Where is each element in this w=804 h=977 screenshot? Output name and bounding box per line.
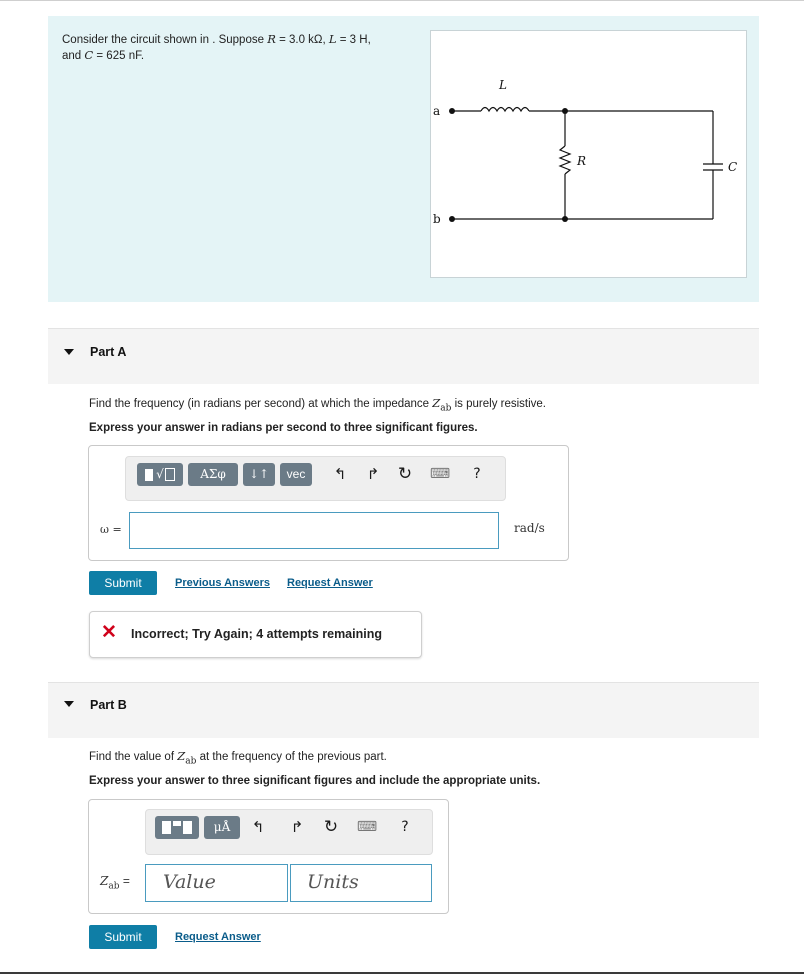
resistor-zigzag — [560, 146, 570, 174]
z-symbol: Z — [432, 396, 441, 410]
redo-icon[interactable]: ↱ — [366, 465, 380, 483]
keyboard-icon[interactable]: ⌨ — [356, 819, 378, 835]
z-ab-label — [100, 874, 130, 891]
vector-button[interactable]: vec — [280, 463, 312, 486]
part-a-instruction: Express your answer in radians per second to three significant figures. — [89, 422, 478, 434]
template-box-icon — [173, 821, 181, 826]
terminal-a-label: a — [433, 104, 441, 118]
keyboard-icon[interactable]: ⌨ — [429, 466, 451, 482]
prompt-text: at the frequency of the previous part. — [196, 751, 387, 763]
part-b-prompt — [89, 749, 387, 766]
r-value: = 3.0 kΩ — [275, 34, 323, 46]
omega-input[interactable] — [129, 512, 499, 549]
units-placeholder: Units — [307, 871, 359, 893]
template-box-icon — [183, 821, 192, 834]
inductor-coil — [481, 108, 529, 112]
r-symbol: R — [267, 32, 276, 46]
part-a-submit-button[interactable]: Submit — [89, 571, 157, 595]
c-value: = 625 nF — [93, 50, 141, 62]
node-top — [562, 108, 568, 114]
z-subscript: ab — [108, 881, 120, 892]
intro-text: . — [140, 50, 145, 62]
omega-label: ω = — [100, 523, 122, 536]
help-icon[interactable]: ? — [401, 819, 409, 835]
undo-icon[interactable]: ↰ — [251, 818, 265, 836]
reset-icon[interactable]: ↻ — [323, 817, 339, 837]
part-a-prompt — [89, 396, 546, 413]
value-placeholder: Value — [163, 871, 216, 893]
reset-icon[interactable]: ↻ — [397, 464, 413, 484]
collapse-caret-icon[interactable] — [64, 349, 74, 355]
terminal-b-dot — [449, 216, 455, 222]
subscript-superscript-button[interactable]: ↓↑ — [243, 463, 275, 486]
units-input[interactable] — [290, 864, 432, 902]
units-label: rad/s — [514, 521, 545, 535]
bottom-divider — [0, 972, 804, 974]
z-symbol: Z — [177, 749, 186, 763]
prompt-text: Find the frequency (in radians per second) at which the impedance — [89, 398, 433, 410]
redo-icon[interactable]: ↱ — [290, 818, 304, 836]
terminal-b-label: b — [433, 212, 441, 226]
sqrt-icon: √ — [156, 467, 164, 481]
feedback-message: Incorrect; Try Again; 4 attempts remaining — [131, 627, 382, 641]
template-box-icon — [145, 469, 153, 481]
intro-text: Consider the circuit shown in . Suppose — [62, 34, 268, 46]
templates-button[interactable] — [137, 463, 183, 486]
intro-text: and — [62, 50, 85, 62]
circuit-svg — [431, 31, 746, 277]
units-toolbar — [145, 809, 433, 855]
l-value: = 3 H — [336, 34, 368, 46]
part-b-title: Part B — [90, 698, 127, 712]
problem-statement — [62, 32, 427, 64]
error-x-icon: ✕ — [101, 622, 117, 643]
value-input[interactable] — [145, 864, 288, 902]
part-a-header[interactable] — [48, 328, 759, 384]
l-symbol: L — [328, 32, 337, 46]
equals-sign: = — [119, 874, 130, 888]
part-a-title: Part A — [90, 345, 127, 359]
math-toolbar — [125, 456, 506, 501]
part-b-header[interactable] — [48, 682, 759, 738]
template-box-icon — [165, 468, 175, 481]
units-button[interactable]: μÅ — [204, 816, 240, 839]
part-b-submit-button[interactable]: Submit — [89, 925, 157, 949]
prompt-text: is purely resistive. — [451, 398, 547, 410]
circuit-diagram — [430, 30, 747, 278]
z-subscript: ab — [185, 756, 197, 767]
greek-symbols-button[interactable]: ΑΣφ — [188, 463, 238, 486]
c-symbol: C — [84, 48, 94, 62]
previous-answers-link[interactable]: Previous Answers — [175, 577, 270, 589]
template-box-icon — [162, 821, 171, 834]
request-answer-link[interactable]: Request Answer — [175, 931, 261, 943]
top-divider — [0, 0, 804, 1]
inductor-label: L — [499, 78, 507, 92]
node-bottom — [562, 216, 568, 222]
separator: , — [322, 34, 329, 46]
terminal-a-dot — [449, 108, 455, 114]
part-b-instruction: Express your answer to three significant figures and include the appropriate units. — [89, 775, 541, 787]
templates-button[interactable] — [155, 816, 199, 839]
request-answer-link[interactable]: Request Answer — [287, 577, 373, 589]
prompt-text: Find the value of — [89, 751, 178, 763]
separator: , — [367, 34, 371, 46]
z-subscript: ab — [440, 403, 452, 414]
z-symbol: Z — [100, 874, 109, 888]
help-icon[interactable]: ? — [473, 466, 481, 482]
resistor-label: R — [577, 154, 587, 168]
collapse-caret-icon[interactable] — [64, 701, 74, 707]
capacitor-label: C — [728, 160, 738, 174]
undo-icon[interactable]: ↰ — [333, 465, 347, 483]
